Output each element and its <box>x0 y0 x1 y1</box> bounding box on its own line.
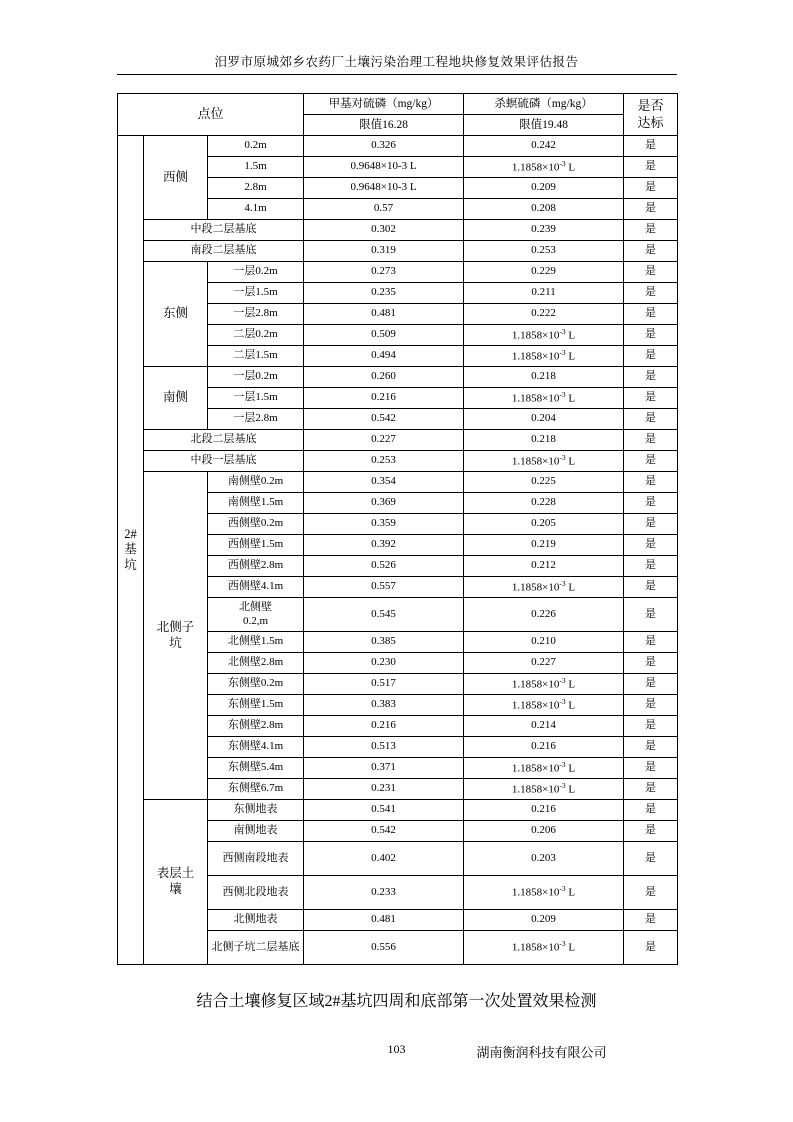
row-point-label: 南段二层基底 <box>144 241 304 262</box>
cell-fenitrothion: 0.208 <box>464 199 624 220</box>
cell-fenitrothion: 0.209 <box>464 910 624 931</box>
footer-page-number: 103 <box>387 1042 406 1056</box>
cell-fenitrothion: 0.242 <box>464 136 624 157</box>
cell-compliance: 是 <box>624 493 678 514</box>
cell-fenitrothion: 0.222 <box>464 304 624 325</box>
row-point-label: 北侧壁2.8m <box>208 653 304 674</box>
table-row <box>118 136 678 157</box>
cell-fenitrothion: $1.1858\times 10^{-3}$ L <box>464 931 624 965</box>
cell-compliance: 是 <box>624 304 678 325</box>
cell-methyl-parathion: 0.216 <box>304 388 464 409</box>
row-point-label: 2.8m <box>208 178 304 199</box>
cell-fenitrothion: $1.1858\times 10^{-3}$ L <box>464 674 624 695</box>
cell-methyl-parathion: 0.526 <box>304 556 464 577</box>
row-side-label: 东侧 <box>144 262 208 367</box>
cell-methyl-parathion: 0.385 <box>304 632 464 653</box>
cell-fenitrothion: 0.214 <box>464 716 624 737</box>
cell-fenitrothion: 0.203 <box>464 842 624 876</box>
row-point-label: 东侧壁6.7m <box>208 779 304 800</box>
cell-methyl-parathion: 0.557 <box>304 577 464 598</box>
row-side-label: 北侧子 坑 <box>144 472 208 800</box>
cell-methyl-parathion: 0.481 <box>304 910 464 931</box>
cell-methyl-parathion: 0.319 <box>304 241 464 262</box>
table-row <box>118 800 678 821</box>
cell-methyl-parathion: 0.273 <box>304 262 464 283</box>
cell-fenitrothion: 0.205 <box>464 514 624 535</box>
row-point-label: 一层0.2m <box>208 262 304 283</box>
cell-compliance: 是 <box>624 821 678 842</box>
row-point-label: 东侧壁0.2m <box>208 674 304 695</box>
row-point-label: 北侧子坑二层基底 <box>208 931 304 965</box>
row-point-label: 中段一层基底 <box>144 451 304 472</box>
cell-methyl-parathion: 0.383 <box>304 695 464 716</box>
row-point-label: 南侧壁0.2m <box>208 472 304 493</box>
cell-methyl-parathion: 0.235 <box>304 283 464 304</box>
cell-fenitrothion: 0.216 <box>464 800 624 821</box>
row-point-label: 一层0.2m <box>208 367 304 388</box>
cell-fenitrothion: 0.227 <box>464 653 624 674</box>
cell-fenitrothion: 0.216 <box>464 737 624 758</box>
row-point-label: 二层0.2m <box>208 325 304 346</box>
header-compliance-line1: 是否 <box>637 98 664 114</box>
header-limit-fenitrothion: 限值19.48 <box>464 115 624 136</box>
row-point-label: 东侧地表 <box>208 800 304 821</box>
cell-compliance: 是 <box>624 556 678 577</box>
row-point-label: 西侧北段地表 <box>208 876 304 910</box>
row-point-label: 一层1.5m <box>208 283 304 304</box>
cell-methyl-parathion: 0.354 <box>304 472 464 493</box>
cell-fenitrothion: $1.1858\times 10^{-3}$ L <box>464 451 624 472</box>
cell-compliance: 是 <box>624 430 678 451</box>
cell-methyl-parathion: 0.517 <box>304 674 464 695</box>
table-row <box>118 367 678 388</box>
row-side-label: 西侧 <box>144 136 208 220</box>
row-point-label: 东侧壁4.1m <box>208 737 304 758</box>
cell-fenitrothion: $1.1858\times 10^{-3}$ L <box>464 758 624 779</box>
cell-fenitrothion: 0.209 <box>464 178 624 199</box>
cell-compliance: 是 <box>624 876 678 910</box>
table-row <box>118 451 678 472</box>
row-point-label: 一层2.8m <box>208 409 304 430</box>
cell-compliance: 是 <box>624 632 678 653</box>
cell-methyl-parathion: 0.57 <box>304 199 464 220</box>
table-row <box>118 472 678 493</box>
cell-methyl-parathion: 0.230 <box>304 653 464 674</box>
cell-compliance: 是 <box>624 178 678 199</box>
cell-compliance: 是 <box>624 325 678 346</box>
cell-methyl-parathion: 0.9648×10-3 L <box>304 178 464 199</box>
row-point-label: 西侧壁2.8m <box>208 556 304 577</box>
cell-fenitrothion: $1.1858\times 10^{-3}$ L <box>464 388 624 409</box>
cell-fenitrothion: $1.1858\times 10^{-3}$ L <box>464 325 624 346</box>
cell-compliance: 是 <box>624 910 678 931</box>
cell-compliance: 是 <box>624 367 678 388</box>
cell-compliance: 是 <box>624 136 678 157</box>
cell-fenitrothion: 0.211 <box>464 283 624 304</box>
cell-compliance: 是 <box>624 653 678 674</box>
cell-compliance: 是 <box>624 451 678 472</box>
cell-fenitrothion: 0.218 <box>464 367 624 388</box>
cell-compliance: 是 <box>624 779 678 800</box>
table-row <box>118 241 678 262</box>
cell-compliance: 是 <box>624 737 678 758</box>
cell-methyl-parathion: 0.227 <box>304 430 464 451</box>
row-point-label: 北侧壁 0.2,m <box>208 598 304 632</box>
cell-compliance: 是 <box>624 598 678 632</box>
row-point-label: 二层1.5m <box>208 346 304 367</box>
row-point-label: 1.5m <box>208 157 304 178</box>
header-divider <box>117 74 677 75</box>
footer-company-name: 湖南衡润科技有限公司 <box>476 1045 607 1060</box>
cell-methyl-parathion: 0.481 <box>304 304 464 325</box>
cell-compliance: 是 <box>624 241 678 262</box>
cell-methyl-parathion: 0.359 <box>304 514 464 535</box>
table-row <box>118 220 678 241</box>
table-row <box>118 262 678 283</box>
cell-compliance: 是 <box>624 472 678 493</box>
group-label-pit: 2# 基 坑 <box>118 136 144 965</box>
header-cell-fenitrothion: 杀螟硫磷（mg/kg） <box>464 94 624 115</box>
row-point-label: 南侧壁1.5m <box>208 493 304 514</box>
cell-compliance: 是 <box>624 409 678 430</box>
cell-fenitrothion: 0.225 <box>464 472 624 493</box>
cell-compliance: 是 <box>624 674 678 695</box>
cell-methyl-parathion: 0.216 <box>304 716 464 737</box>
cell-methyl-parathion: 0.556 <box>304 931 464 965</box>
row-point-label: 西侧壁4.1m <box>208 577 304 598</box>
header-cell-methyl-parathion: 甲基对硫磷（mg/kg） <box>304 94 464 115</box>
cell-compliance: 是 <box>624 577 678 598</box>
cell-fenitrothion: $1.1858\times 10^{-3}$ L <box>464 695 624 716</box>
row-point-label: 中段二层基底 <box>144 220 304 241</box>
table-row <box>118 430 678 451</box>
cell-methyl-parathion: 0.9648×10-3 L <box>304 157 464 178</box>
cell-compliance: 是 <box>624 758 678 779</box>
cell-compliance: 是 <box>624 716 678 737</box>
header-cell-point: 点位 <box>118 94 304 136</box>
cell-fenitrothion: 0.206 <box>464 821 624 842</box>
cell-methyl-parathion: 0.494 <box>304 346 464 367</box>
cell-compliance: 是 <box>624 514 678 535</box>
row-point-label: 西侧南段地表 <box>208 842 304 876</box>
row-point-label: 东侧壁1.5m <box>208 695 304 716</box>
cell-methyl-parathion: 0.542 <box>304 821 464 842</box>
row-point-label: 一层1.5m <box>208 388 304 409</box>
cell-compliance: 是 <box>624 931 678 965</box>
row-point-label: 一层2.8m <box>208 304 304 325</box>
row-point-label: 东侧壁2.8m <box>208 716 304 737</box>
cell-fenitrothion: 0.228 <box>464 493 624 514</box>
row-side-label: 南侧 <box>144 367 208 430</box>
page-header-title: 汨罗市原城郊乡农药厂土壤污染治理工程地块修复效果评估报告 <box>214 55 579 69</box>
cell-methyl-parathion: 0.302 <box>304 220 464 241</box>
cell-fenitrothion: 0.253 <box>464 241 624 262</box>
cell-compliance: 是 <box>624 262 678 283</box>
cell-fenitrothion: 0.218 <box>464 430 624 451</box>
cell-compliance: 是 <box>624 283 678 304</box>
cell-methyl-parathion: 0.542 <box>304 409 464 430</box>
results-table <box>117 93 678 965</box>
row-point-label: 4.1m <box>208 199 304 220</box>
cell-methyl-parathion: 0.545 <box>304 598 464 632</box>
cell-fenitrothion: 0.210 <box>464 632 624 653</box>
row-point-label: 北侧壁1.5m <box>208 632 304 653</box>
cell-methyl-parathion: 0.233 <box>304 876 464 910</box>
row-point-label: 北段二层基底 <box>144 430 304 451</box>
table-header-row <box>118 94 678 115</box>
results-table-container <box>117 93 677 965</box>
cell-compliance: 是 <box>624 842 678 876</box>
cell-fenitrothion: 0.212 <box>464 556 624 577</box>
cell-fenitrothion: $1.1858\times 10^{-3}$ L <box>464 577 624 598</box>
cell-methyl-parathion: 0.402 <box>304 842 464 876</box>
header-cell-compliance <box>624 94 678 136</box>
row-point-label: 东侧壁5.4m <box>208 758 304 779</box>
row-point-label: 南侧地表 <box>208 821 304 842</box>
cell-fenitrothion: 0.226 <box>464 598 624 632</box>
cell-fenitrothion: 0.229 <box>464 262 624 283</box>
table-caption: 结合土壤修复区域2#基坑四周和底部第一次处置效果检测 <box>196 993 597 1010</box>
cell-fenitrothion: $1.1858\times 10^{-3}$ L <box>464 876 624 910</box>
cell-methyl-parathion: 0.326 <box>304 136 464 157</box>
cell-compliance: 是 <box>624 346 678 367</box>
cell-methyl-parathion: 0.541 <box>304 800 464 821</box>
header-compliance-line2: 达标 <box>637 114 664 130</box>
cell-methyl-parathion: 0.260 <box>304 367 464 388</box>
cell-fenitrothion: $1.1858\times 10^{-3}$ L <box>464 346 624 367</box>
header-limit-methyl-parathion: 限值16.28 <box>304 115 464 136</box>
cell-compliance: 是 <box>624 157 678 178</box>
row-point-label: 西侧壁0.2m <box>208 514 304 535</box>
cell-compliance: 是 <box>624 695 678 716</box>
cell-compliance: 是 <box>624 220 678 241</box>
cell-methyl-parathion: 0.369 <box>304 493 464 514</box>
row-point-label: 0.2m <box>208 136 304 157</box>
cell-compliance: 是 <box>624 535 678 556</box>
cell-methyl-parathion: 0.231 <box>304 779 464 800</box>
cell-methyl-parathion: 0.253 <box>304 451 464 472</box>
cell-compliance: 是 <box>624 388 678 409</box>
cell-methyl-parathion: 0.513 <box>304 737 464 758</box>
cell-fenitrothion: $1.1858\times 10^{-3}$ L <box>464 157 624 178</box>
cell-methyl-parathion: 0.509 <box>304 325 464 346</box>
cell-methyl-parathion: 0.371 <box>304 758 464 779</box>
cell-compliance: 是 <box>624 199 678 220</box>
row-point-label: 西侧壁1.5m <box>208 535 304 556</box>
cell-fenitrothion: 0.204 <box>464 409 624 430</box>
cell-compliance: 是 <box>624 800 678 821</box>
row-point-label: 北侧地表 <box>208 910 304 931</box>
row-side-label: 表层土 壤 <box>144 800 208 965</box>
cell-methyl-parathion: 0.392 <box>304 535 464 556</box>
cell-fenitrothion: $1.1858\times 10^{-3}$ L <box>464 779 624 800</box>
cell-fenitrothion: 0.239 <box>464 220 624 241</box>
cell-fenitrothion: 0.219 <box>464 535 624 556</box>
